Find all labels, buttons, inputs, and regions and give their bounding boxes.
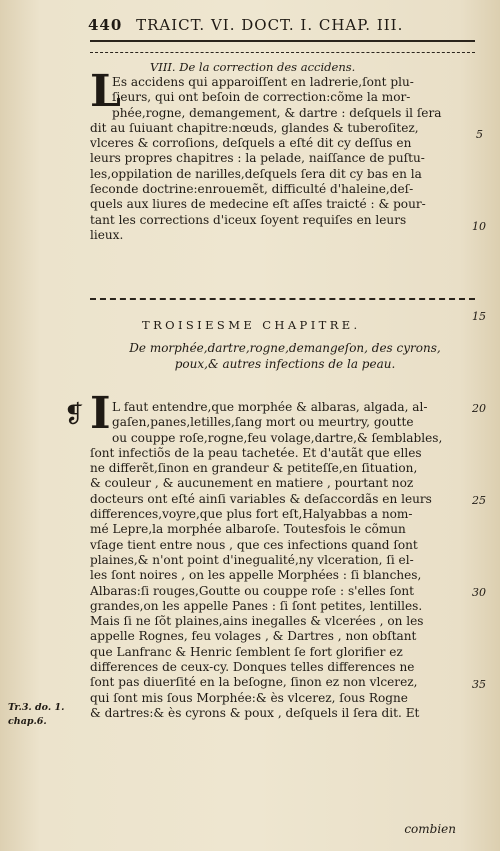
ornament-rule-top [90,52,475,53]
text-line: differences de ceux-cy. Donques telles differences ne [90,660,415,675]
text-line: Albaras:ſi rouges,Goutte ou couppe roſe : s'elles ſont [90,583,415,598]
text-line: ſont pas diuerſité en la beſogne, ſinon ez non vlcerez, [90,675,418,690]
text-line: L faut entendre,que morphée & albaras, algada, al- [112,400,428,414]
text-line: & dartres:& ès cyrons & poux , deſquels il ſera dit. Et [90,705,420,720]
margin-number-10: 10 [472,220,486,233]
chapter-subtitle-line1: De morphée,dartre,rogne,demangeſon, des cyrons, [129,341,441,355]
section-title: VIII. De la correction des accidens. [150,60,356,74]
margin-number-20: 20 [472,402,486,415]
paragraph-correction-accidens [90,75,475,243]
text-line: ſieurs, qui ont beſoin de correction:cõme la mor- [112,90,411,105]
margin-number-15: 15 [472,310,486,323]
text-line: Mais ſi ne ſõt plaines,ains inegalles & vlcerées , on les [90,614,424,629]
text-line: appelle Rognes, feu volages , & Dartres , non obſtant [90,629,417,644]
text-line: vlceres & corroſions, deſquels a eſté dit cy deſſus en [90,136,412,151]
text-line: ne differẽt,ſinon en grandeur & petiteſſe,en ſituation, [90,461,418,476]
text-line: les ſont noires , on les appelle Morphées : ſi blanches, [90,568,422,583]
text-line: mé Lepre,la morphée albaroſe. Toutesfois le cõmun [90,522,406,537]
text-line: ſont infectiõs de la peau tachetée. Et d'autãt que elles [90,445,422,460]
chapter-subtitle-line2: poux,& autres infections de la peau. [174,357,396,371]
running-title: TRAICT. VI. DOCT. I. CHAP. III. [136,16,404,34]
text-line: les,oppilation de narilles,deſquels ſera dit cy bas en la [90,166,422,181]
text-line: phée,rogne, demangement, & dartre : deſquels il ſera [112,105,442,120]
paragraph-chapitre-three [90,400,475,721]
side-note-chap: chap.6. [8,716,47,727]
text-line: grandes,on les appelle Panes : ſi ſont petites, lentilles. [90,598,423,613]
text-line: & couleur , & aucunement en matiere , pourtant noz [90,476,414,491]
margin-number-35: 35 [472,678,486,691]
margin-number-5: 5 [476,128,483,141]
margin-number-30: 30 [472,586,486,599]
text-line: vſage tient entre nous , que ces infections quand ſont [90,537,418,552]
chapter-title: TROISIESME CHAPITRE. [142,318,361,332]
text-line: que Lanfranc & Henric ſemblent ſe fort glorifier ez [90,644,403,659]
catchword: combien [404,822,456,836]
running-header [88,16,483,38]
text-line: gaſen,panes,letilles,ſang mort ou meurtry, goutte [112,415,414,430]
text-line: qui ſont mis ſous Morphée:& ès vlcerez, ſous Rogne [90,690,408,705]
text-line: lieux. [90,227,124,242]
header-rule [90,40,475,42]
text-line: quels aux liures de medecine eſt aſſes traicté : & pour- [90,197,426,212]
side-note-ref: Tr.3. do. 1. [8,702,65,713]
text-line: plaines,& n'ont point d'inegualité,ny vlceration, ſi el- [90,552,414,567]
text-line: differences,voyre,que plus fort eſt,Halyabbas a nom- [90,507,413,522]
text-line: Es accidens qui apparoiſſent en ladrerie,ſont plu- [112,75,414,89]
dropcap-I: I [90,388,111,439]
text-line: docteurs ont eſté ainſi variables & deſaccordãs en leurs [90,491,432,506]
text-line: ou couppe roſe,rogne,feu volage,dartre,& ſemblables, [112,430,443,445]
text-line: leurs propres chapitres : la pelade, naiſſance de puſtu- [90,151,425,166]
text-line: ſeconde doctrine:enrouemẽt, difficulté d'haleine,deſ- [90,182,414,197]
dropcap-L: L [90,66,121,117]
page-number: 440 [88,16,123,34]
ornament-rule-middle [90,298,475,300]
text-line: dit au ſuiuant chapitre:nœuds, glandes & tuberoſitez, [90,120,419,135]
margin-number-25: 25 [472,494,486,507]
paragraph-mark-icon: ❡ [64,400,85,428]
text-line: tant les corrections d'iceux ſoyent requiſes en leurs [90,212,407,227]
